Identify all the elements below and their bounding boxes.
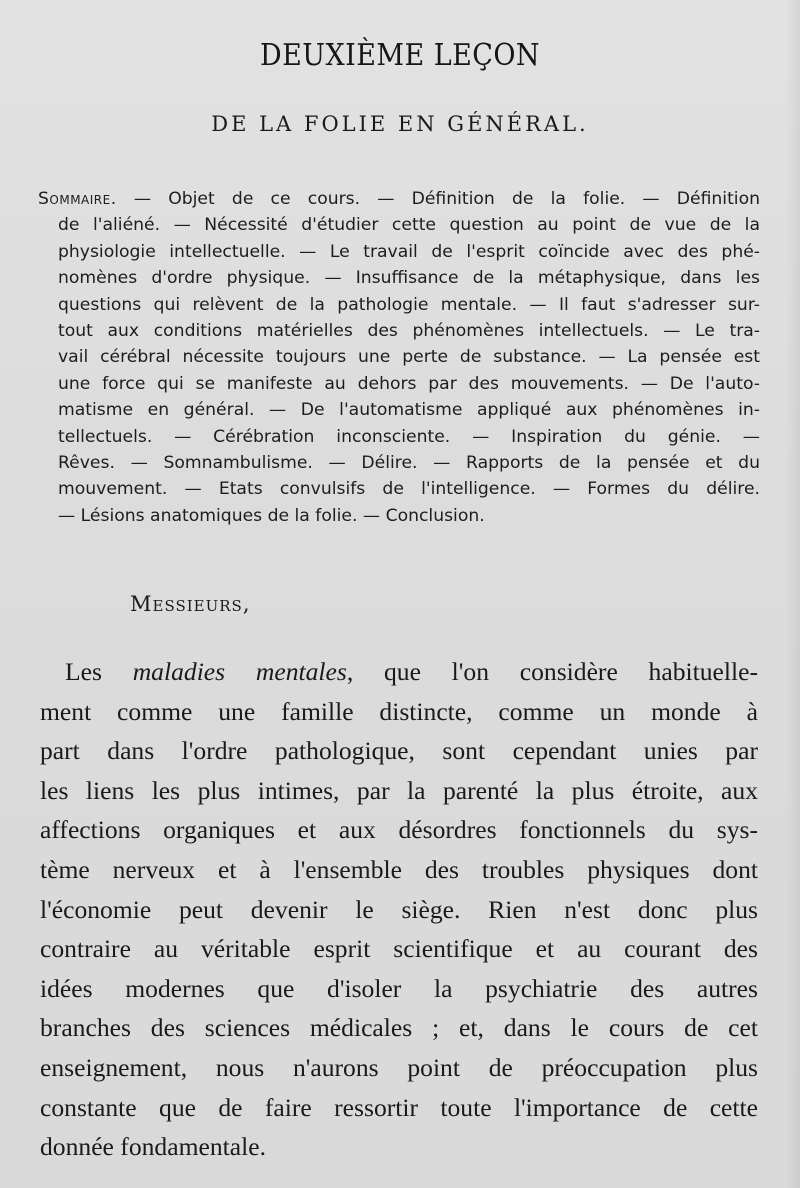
- summary-line: mouvement. — Etats convulsifs de l'intelligence. — Formes du délire.: [58, 479, 760, 500]
- body-line: [40, 652, 758, 692]
- chapter-summary: [38, 186, 760, 529]
- body-line: les liens les plus intimes, par la parenté la plus étroite, aux: [40, 775, 758, 805]
- body-line: contraire au véritable esprit scientifique et au courant des: [40, 934, 758, 964]
- page-edge-shadow: [786, 0, 800, 1188]
- summary-line: nomènes d'ordre physique. — Insuffisance de la métaphysique, dans les: [58, 268, 760, 289]
- body-line: tème nerveux et à l'ensemble des troubles physiques dont: [40, 854, 758, 884]
- summary-line-text: — Objet de ce cours. — Définition de la folie. — Définition: [116, 189, 760, 209]
- summary-line: tellectuels. — Cérébration inconsciente. — Inspiration du génie. —: [58, 426, 760, 447]
- body-line: donnée fondamentale.: [40, 1132, 266, 1162]
- summary-line: une force qui se manifeste au dehors par des mouvements. — De l'auto-: [58, 373, 760, 394]
- body-line: constante que de faire ressortir toute l'importance de cette: [40, 1092, 758, 1122]
- body-line-rest: , que l'on considère habituelle-: [346, 657, 758, 686]
- body-line: enseignement, nous n'aurons point de préoccupation plus: [40, 1052, 758, 1082]
- chapter-title: DEUXIÈME LEÇON: [259, 38, 541, 73]
- summary-line: questions qui relèvent de la pathologie mentale. — Il faut s'adresser sur-: [58, 294, 760, 315]
- salutation: Messieurs,: [130, 592, 251, 616]
- body-line: ment comme une famille distincte, comme un monde à: [40, 696, 758, 726]
- summary-line: tout aux conditions matérielles des phénomènes intellectuels. — Le tra-: [58, 321, 760, 342]
- summary-line: [38, 186, 760, 212]
- body-line: part dans l'ordre pathologique, sont cependant unies par: [40, 736, 758, 766]
- summary-line: Rêves. — Somnambulisme. — Délire. — Rapports de la pensée et du: [58, 453, 760, 474]
- body-line: l'économie peut devenir le siège. Rien n'est donc plus: [40, 894, 758, 924]
- body-line-start: Les: [65, 657, 133, 686]
- summary-label: Sommaire.: [38, 189, 117, 209]
- chapter-subtitle: DE LA FOLIE EN GÉNÉRAL.: [211, 112, 589, 136]
- summary-line: matisme en général. — De l'automatisme appliqué aux phénomènes in-: [58, 400, 760, 421]
- body-line: branches des sciences médicales ; et, dans le cours de cet: [40, 1013, 758, 1043]
- summary-line: de l'aliéné. — Nécessité d'étudier cette question au point de vue de la: [58, 215, 760, 236]
- summary-line: physiologie intellectuelle. — Le travail de l'esprit coïncide avec des phé-: [58, 241, 760, 262]
- body-line: idées modernes que d'isoler la psychiatrie des autres: [40, 973, 758, 1003]
- italic-term: maladies mentales: [132, 657, 347, 686]
- summary-line: — Lésions anatomiques de la folie. — Conclusion.: [58, 505, 485, 526]
- body-line: affections organiques et aux désordres fonctionnels du sys-: [40, 815, 758, 845]
- summary-line: vail cérébral nécessite toujours une perte de substance. — La pensée est: [58, 347, 760, 368]
- body-paragraph: [40, 652, 758, 1167]
